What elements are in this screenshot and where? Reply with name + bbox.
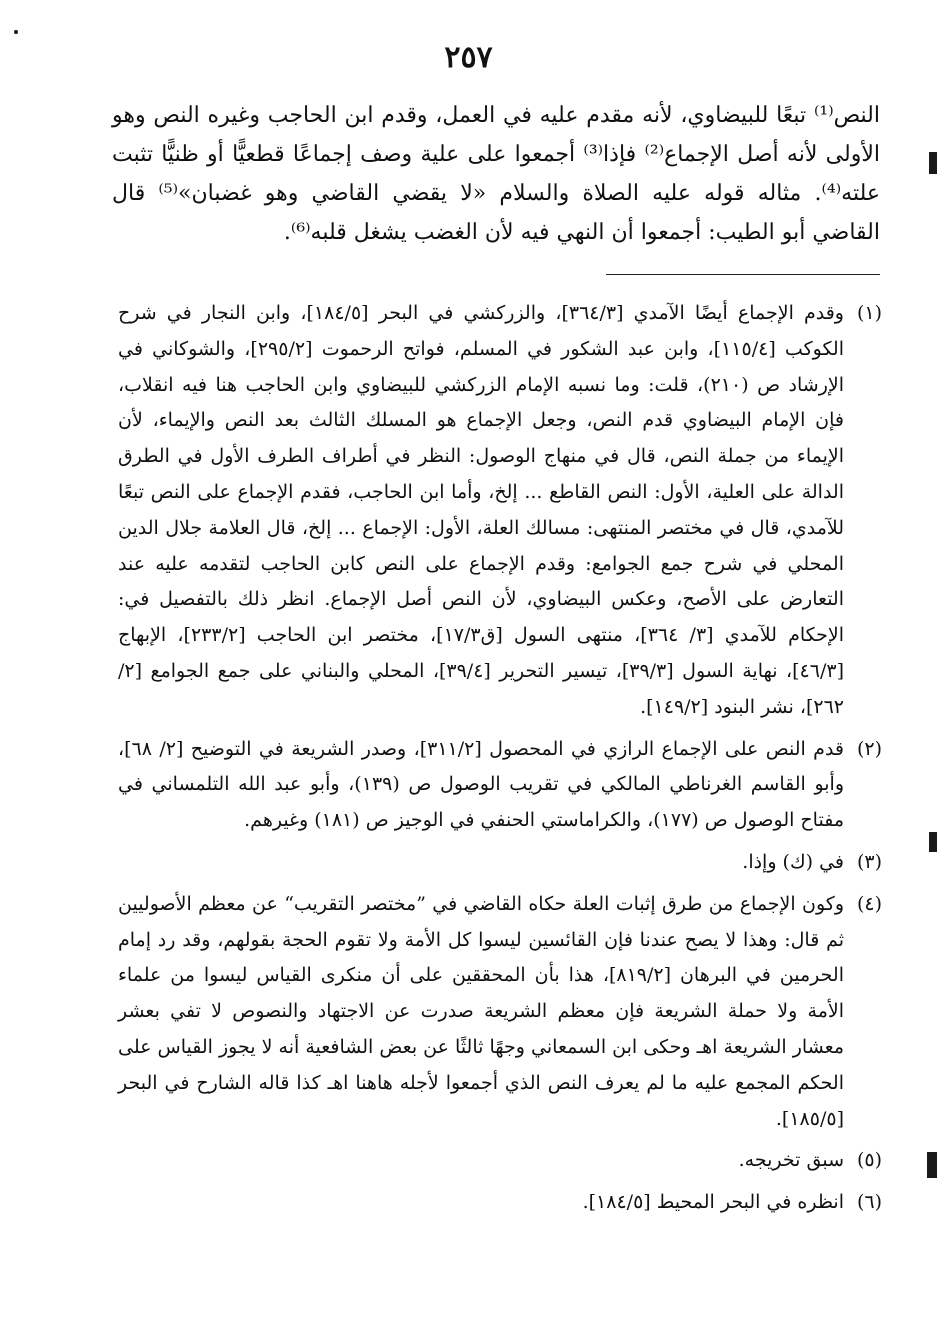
footnote-6 bbox=[118, 1185, 882, 1221]
footnote-number: (٦) bbox=[856, 1191, 882, 1214]
footnote-number: (٥) bbox=[856, 1149, 882, 1172]
scan-mark-right-2 bbox=[929, 832, 937, 852]
footnote-text: انظره في البحر المحيط [١٨٤/٥]. bbox=[582, 1191, 844, 1214]
main-paragraph: النص⁽¹⁾ تبعًا للبيضاوي، لأنه مقدم عليه في العمل، وقدم ابن الحاجب وغيره النص وهو الأولى لأنه أصل الإجماع⁽²⁾ فإذا⁽³⁾ أجمعوا على علية وصف إجماعًا قطعيًّا أو ظنيًّا تثبت علته⁽⁴⁾. مثاله قوله عليه الصلاة والسلام «لا يقضي القاضي وهو غضبان»⁽⁵⁾ قال القاضي أبو الطيب: أجمعوا أن النهي فيه لأن الغضب يشغل قلبه⁽⁶⁾. bbox=[112, 103, 880, 245]
footnote-number: (١) bbox=[856, 302, 882, 324]
footnote-text: وكون الإجماع من طرق إثبات العلة حكاه القاضي في ”مختصر التقريب“ عن معظم الأصوليين ثم قال: وهذا لا يصح عندنا فإن القائسين ليسوا كل الأمة ولا تقوم الحجة بقولهم، وقد رد إمام الحرمين في البرهان [٨١٩/٢]، هذا بأن المحققين على أن منكرى القياس ليسوا من علماء الأمة ولا حملة الشريعة فإن معظم الشريعة صدرت عن الاجتهاد والنصوص لا تفي بعشر معشار الشريعة اهـ وحكى ابن السمعاني وجهًا ثالثًا عن بعض الشافعية أنه لا يجوز القياس على الحكم المجمع عليه ما لم يعرف النص الذي أجمعوا لأجله هاهنا اهـ كذا قاله الشارح في البحر [١٨٥/٥]. bbox=[118, 892, 844, 1130]
footnote-2 bbox=[118, 732, 882, 839]
footnote-3 bbox=[118, 845, 882, 881]
footnote-1 bbox=[118, 296, 882, 726]
footnote-text: سبق تخريجه. bbox=[738, 1149, 844, 1172]
footnote-4 bbox=[118, 887, 882, 1138]
footnote-text: وقدم الإجماع أيضًا الآمدي [٣٦٤/٣]، والزركشي في البحر [١٨٤/٥]، وابن النجار في شرح الكوكب [١١٥/٤]، وابن عبد الشكور في المسلم، فواتح الرحموت [٢٩٥/٢]، والشوكاني في الإرشاد ص (٢١٠)، قلت: وما نسبه الإمام الزركشي للبيضاوي وابن الحاجب هنا فيه انقلاب، فإن الإمام البيضاوي قدم النص، وجعل الإجماع هو المسلك الثالث بعد النص والإيماء، لأن الإيماء من جملة النص، قال في منهاج الوصول: النظر في أطراف الطرف الأول في الطرق الدالة على العلية، الأول: النص القاطع ... إلخ، وأما ابن الحاجب، فقدم الإجماع على النص تبعًا للآمدي، قال في مختصر المنتهى: مسالك العلة، الأول: الإجماع ... إلخ، قال العلامة جلال الدين المحلي في شرح جمع الجوامع: وقدم الإجماع على النص كابن الحاجب لتقدمه عليه عند التعارض على الأصح، وعكس البيضاوي، لأن النص أصل الإجماع. انظر ذلك بالتفصيل في: الإحكام للآمدي [٣/ ٣٦٤]، منتهى السول [ق١٧/٣]، مختصر ابن الحاجب [٢٣٣/٢]، الإبهاج [٤٦/٣]، نهاية السول [٣٩/٣]، تيسير التحرير [٣٩/٤]، المحلي والبناني على جمع الجوامع [٢/ ٢٦٢]، نشر البنود [١٤٩/٢]. bbox=[118, 302, 845, 718]
page-number: ٢٥٧ bbox=[444, 40, 493, 75]
footnote-5 bbox=[118, 1143, 882, 1179]
scan-mark-right-3 bbox=[927, 1152, 937, 1178]
footnotes bbox=[118, 296, 882, 1227]
footnote-text: في (ك) وإذا. bbox=[742, 850, 844, 873]
main-text bbox=[112, 96, 880, 252]
footnote-number: (٢) bbox=[856, 737, 882, 760]
scan-mark-right-1 bbox=[929, 152, 937, 174]
footnote-text: قدم النص على الإجماع الرازي في المحصول [٣١١/٢]، وصدر الشريعة في التوضيح [٢/ ٦٨]، وأبو القاسم الغرناطي المالكي في تقريب الوصول ص (١٣٩)، وأبو عبد الله التلمساني في مفتاح الوصول ص (١٧٧)، والكراماستي الحنفي في الوجيز ص (١٨١) وغيرهم. bbox=[118, 737, 845, 832]
footnote-number: (٣) bbox=[856, 850, 882, 873]
footnote-number: (٤) bbox=[856, 892, 882, 915]
footnote-separator bbox=[606, 274, 880, 275]
scan-mark-dot bbox=[14, 30, 18, 34]
